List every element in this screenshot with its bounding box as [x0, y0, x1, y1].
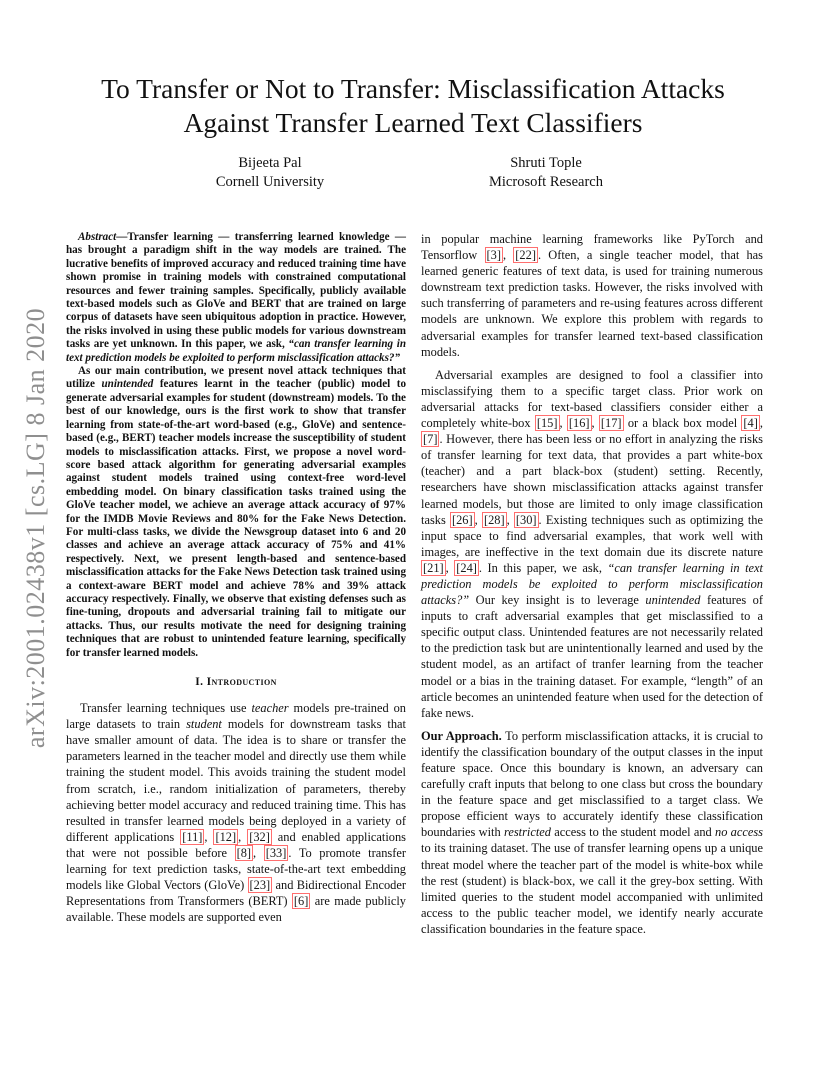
author-block-2 — [456, 154, 636, 192]
right-column — [421, 231, 763, 937]
author-affiliation: Cornell University — [215, 174, 325, 190]
citation-link[interactable]: [11] — [182, 829, 203, 844]
arxiv-watermark — [14, 296, 58, 760]
right-paragraph-2: Adversarial examples are designed to fool a classifier into misclassifying them to a specific target class. Prior work on adversarial attacks for text-based classifiers consider either a completely white-box [15] , [16] , [17] or a black box model [4] , [7] . However, there has been less or no effort in analyzing the risks of transfer learning for text data, that provides a part white-box (teacher) and a part black-box (student) setting. Recently, researchers have shown misclassification attacks against transfer learned models, but those are limited to only image classification tasks [26] , [28] , [30] . Existing techniques such as optimizing the input space to find adversarial examples, that work well with images, are ineffective in the text domain due its discrete nature [21] , [24] . In this paper, we ask, “can transfer learning in text prediction models be exploited to perform misclassification attacks?” Our key insight is to leverage unintended features of inputs to craft adversarial examples that get misclassified to a specific output class. Unintended features are not necessarily related to the prediction task but are unintentionally learned and used by the student model, as an artifact of tranfer learning from the teacher model or a bias in the training dataset. For example, “length” of an article becomes an unintended feature when used for the detection of fake news. — [421, 367, 763, 720]
citation-link[interactable]: [15] — [536, 416, 558, 431]
arxiv-watermark-text: arXiv:2001.02438v1 [cs.LG] 8 Jan 2020 — [21, 307, 50, 749]
citation-link[interactable]: [7] — [423, 432, 438, 447]
paper-title: To Transfer or Not to Transfer: Misclassification Attacks Against Transfer Learned Text Classifiers — [101, 73, 725, 138]
left-column — [66, 231, 406, 925]
citation-link[interactable]: [12] — [215, 829, 237, 844]
citation-link[interactable]: [32] — [249, 829, 270, 844]
author-block-1 — [180, 154, 360, 192]
citation-link[interactable]: [3] — [486, 248, 501, 263]
citation-link[interactable]: [22] — [515, 248, 536, 263]
our-approach-heading: Our Approach. — [421, 728, 502, 743]
citation-link[interactable]: [30] — [515, 512, 537, 527]
intro-paragraph-1: Transfer learning techniques use teacher models pre-trained on large datasets to train student models for downstream tasks that have smaller amount of data. The idea is to share or transfer the parameters learned in the teacher model and directly use them while training the student model. This avoids training the student model from scratch, i.e., random initialization of parameters, thereby achieving better model accuracy and reduced training time. This has resulted in transfer learned models being deployed in a variety of different applications [11] , [12] , [32] and enabled applications that were not possible before [8] , [33] . To promote transfer learning for text prediction tasks, state-of-the-art text embedding models like Global Vectors (GloVe) [23] and Bidirectional Encoder Representations from Transformers (BERT) [6] are made publicly available. These models are supported even — [66, 701, 406, 925]
author-name: Shruti Tople — [510, 155, 582, 171]
citation-link[interactable]: [8] — [236, 845, 252, 860]
author-name: Bijeeta Pal — [238, 155, 302, 171]
abstract-paragraph-2: As our main contribution, we present novel attack techniques that utilize unintended features learnt in the teacher (public) model to generate adversarial examples for student (downstream) models. To the best of our knowledge, ours is the first work to show that transfer learning from state-of-the-art word-based (e.g., GloVe) and sentence-based (e.g., BERT) teacher models increase the susceptibility of student models to misclassification attacks. First, we propose a novel word-score based attack algorithm for generating adversarial examples against student models trained using context-free word-level embedding model. On binary classification tasks trained using the GloVe teacher model, we achieve an average attack accuracy of 97% for the IMDB Movie Reviews and 80% for the Fake News Detection. For multi-class tasks, we divide the Newsgroup dataset into 6 and 20 classes and achieve an average attack accuracy of 75% and 41% respectively. Next, we present length-based and sentence-based misclassification attacks for the Fake News Detection task trained using a context-aware BERT model and achieve 78% and 39% attack accuracy respectively. Finally, we observe that existing defenses such as fine-tuning, dropouts and adversarial training fail to mitigate our attacks. Thus, our results motivate the need for designing training techniques that are robust to unintended feature learning, specifically for transfer learned models. — [66, 365, 406, 659]
abstract — [66, 231, 406, 660]
citation-link[interactable]: [4] — [743, 416, 758, 431]
abstract-paragraph-1: Abstract—Transfer learning — transferring learned knowledge — has brought a paradigm shift in the way models are trained. The lucrative benefits of improved accuracy and reduced training time have shown promise in training models with constrained computational resources and fewer training samples. Specifically, publicly available text-based models such as GloVe and BERT that are trained on large corpus of datasets have seen ubiquitous adoption in practice. However, the risks involved in using these public models for various downstream tasks are yet unknown. In this paper, we ask, “can transfer learning in text prediction models be exploited to perform misclassification attacks?” — [66, 231, 406, 364]
citation-link[interactable]: [33] — [265, 845, 287, 860]
citation-link[interactable]: [17] — [600, 416, 622, 431]
section-heading-introduction: I. Introduction — [195, 676, 277, 688]
abstract-label: Abstract — [78, 231, 117, 243]
citation-link[interactable]: [28] — [483, 512, 505, 527]
citation-link[interactable]: [6] — [293, 894, 309, 909]
citation-link[interactable]: [16] — [568, 416, 590, 431]
our-approach-paragraph: Our Approach. To perform misclassification attacks, it is crucial to identify the classification boundary of the output classes in the input feature space. Once this boundary is known, an adversary can carefully craft inputs that belong to one class but cross the boundary in the feature space and get misclassified to a target class. We propose efficient ways to accurately identify these classification boundaries with restricted access to the student model and no access to its training dataset. The use of transfer learning opens up a unique threat model where the teacher part of the model is white-box while the rest (student) is black-box, we call it the grey-box setting. With limited queries to the student model accompanied with unlimited access to the public teacher model, we identify nearly accurate classification boundaries in the feature space. — [421, 728, 764, 936]
citation-link[interactable]: [24] — [456, 560, 477, 575]
citation-link[interactable]: [23] — [249, 878, 271, 893]
right-paragraph-1: in popular machine learning frameworks like PyTorch and Tensorflow [3] , [22] . Often, a single teacher model, that has learned generic features of text data, is used for training numerous downstream text prediction tasks. However, the risks involved with such transferring of parameters and re-using features across different models are unknown. We explore this problem with regards to adversarial examples for transfer learned text-based classification models. — [421, 232, 764, 359]
citation-link[interactable]: [26] — [451, 512, 473, 527]
author-affiliation: Microsoft Research — [489, 174, 603, 190]
citation-link[interactable]: [21] — [423, 560, 444, 575]
